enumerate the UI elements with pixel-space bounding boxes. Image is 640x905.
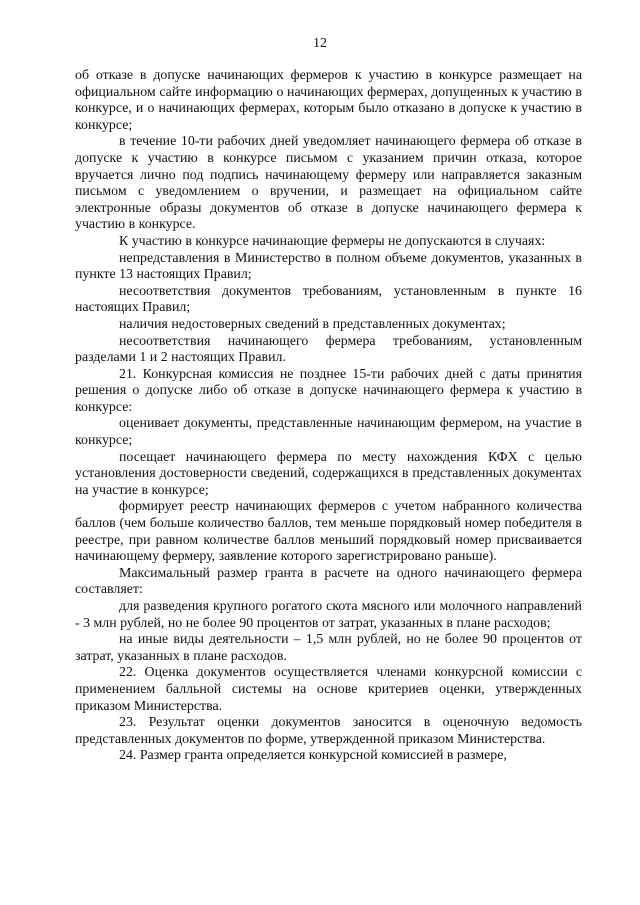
paragraph-5: несоответствия документов требованиям, установленным в пункте 16 настоящих Правил; (75, 283, 582, 316)
paragraph-9: оценивает документы, представленные начинающим фермером, на участие в конкурсе; (75, 416, 582, 449)
paragraph-1: об отказе в допуске начинающих фермеров к участию в конкурсе размещает на официальном сайте информацию о начинающих фермерах, допущенных к участию в конкурсе, и о начинающих фермерах, которым было отказано в допуске к участию в конкурсе; (75, 68, 582, 133)
paragraph-2: в течение 10-ти рабочих дней уведомляет начинающего фермера об отказе в допуске к участию в конкурсе письмом с указанием причин отказа, которое вручается лично под подпись начинающему фермеру или направляется заказным письмом с уведомлением о вручении, и размещает на официальном сайте электронные образы документов об отказе в допуске начинающего фермера к участию в конкурсе. (75, 134, 582, 233)
paragraph-15: 22. Оценка документов осуществляется членами конкурсной комиссии с применением балльной системы на основе критериев оценки, утвержденных приказом Министерства. (75, 665, 582, 714)
paragraph-4: непредставления в Министерство в полном объеме документов, указанных в пункте 13 настоящих Правил; (75, 250, 582, 283)
paragraph-7: несоответствия начинающего фермера требованиям, установленным разделами 1 и 2 настоящих Правил. (75, 333, 582, 366)
paragraph-16: 23. Результат оценки документов заносится в оценочную ведомость представленных документов по форме, утвержденной приказом Министерства. (75, 715, 582, 747)
paragraph-6: наличия недостоверных сведений в представленных документах; (119, 316, 506, 332)
paragraph-11: формирует реестр начинающих фермеров с учетом набранного количества баллов (чем больше количество баллов, тем меньше порядковый номер победителя в реестре, при равном количестве баллов меньший порядковый номер присваивается начинающему фермеру, заявление которого зарегистрировано раньше). (75, 499, 582, 565)
paragraph-12: Максимальный размер гранта в расчете на одного начинающего фермера составляет: (75, 565, 582, 598)
paragraph-14: на иные виды деятельности – 1,5 млн рублей, но не более 90 процентов от затрат, указанных в плане расходов. (75, 632, 582, 664)
document-body (75, 68, 582, 765)
paragraph-17: 24. Размер гранта определяется конкурсной комиссией в размере, (119, 748, 507, 764)
paragraph-10: посещает начинающего фермера по месту нахождения КФХ с целью установления достоверности сведений, содержащихся в представленных документах на участие в конкурсе; (75, 449, 582, 498)
page-number: 12 (313, 36, 327, 51)
paragraph-8: 21. Конкурсная комиссия не позднее 15-ти рабочих дней с даты принятия решения о допуске либо об отказе в допуске начинающего фермера к участию в конкурсе: (75, 366, 582, 415)
paragraph-13: для разведения крупного рогатого скота мясного или молочного направлений - 3 млн рублей, но не более 90 процентов от затрат, указанных в плане расходов; (75, 599, 582, 631)
paragraph-3: К участию в конкурсе начинающие фермеры не допускаются в случаях: (119, 233, 546, 249)
